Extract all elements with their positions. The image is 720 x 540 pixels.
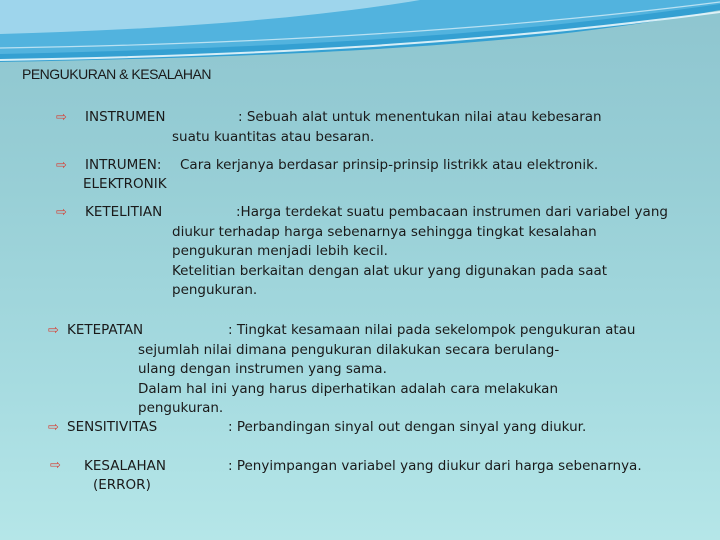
desc-ketepatan: : Tingkat kesamaan nilai pada sekelompok pengukuran atau sejumlah nilai dimana pengukuran dilakukan secara berulang- ulang dengan instrumen yang sama. Dalam hal ini yang harus diperhatikan adalah cara melakukan pengukuran. [138,322,636,416]
hollow-right-arrow-icon: ⇨ [48,420,59,435]
term-ketelitian: KETELITIAN [85,204,163,220]
term-ketepatan: KETEPATAN [67,322,144,338]
term-kesalahan: KESALAHAN [84,458,166,474]
desc-kesalahan: : Penyimpangan variabel yang diukur dari harga sebenarnya. [228,458,642,474]
term-sensitivitas: SENSITIVITAS [67,419,158,435]
page-title: PENGUKURAN & KESALAHAN [22,66,211,82]
term-instrumen: INSTRUMEN [85,109,166,125]
decorative-wave-header [0,0,720,70]
desc-sensitivitas: : Perbandingan sinyal out dengan sinyal yang diukur. [228,419,587,435]
hollow-right-arrow-icon: ⇨ [56,110,67,125]
desc-ketelitian: :Harga terdekat suatu pembacaan instrumen dari variabel yang diukur terhadap harga sebenarnya sehingga tingkat kesalahan pengukuran menjadi lebih kecil. Ketelitian berkaitan dengan alat ukur yang digunakan pada saat pengukuran. [172,204,668,298]
term-error: (ERROR) [93,477,151,493]
desc-intrumen-elektronik: Cara kerjanya berdasar prinsip-prinsip listrikk atau elektronik. [180,157,599,173]
hollow-right-arrow-icon: ⇨ [50,458,61,473]
desc-instrumen: : Sebuah alat untuk menentukan nilai atau kebesaran suatu kuantitas atau besaran. [172,109,602,145]
hollow-right-arrow-icon: ⇨ [48,323,59,338]
hollow-right-arrow-icon: ⇨ [56,205,67,220]
hollow-right-arrow-icon: ⇨ [56,158,67,173]
term-elektronik: ELEKTRONIK [83,176,167,192]
term-intrumen: INTRUMEN: [85,157,162,173]
